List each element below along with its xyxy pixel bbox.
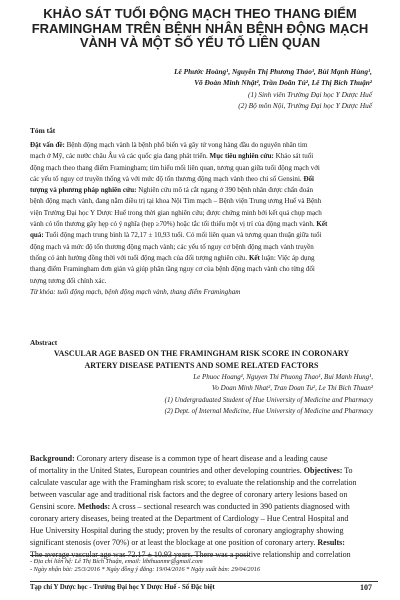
- affiliation-vi-1: (1) Sinh viên Trường Đại học Y Dược Huế: [248, 89, 372, 99]
- vi-abstract-body: [30, 140, 373, 298]
- title-line-2: FRAMINGHAM TRÊN BỆNH NHÂN BỆNH ĐỘNG MẠCH: [31, 20, 369, 36]
- en-abstract-label: Abstract: [30, 338, 58, 347]
- vi-abstract-line: động mạch và mức độ tổn thương động mạch vành; các yếu tố nguy cơ bệnh động mạch vành truyền: [30, 242, 314, 251]
- footnote-divider: [30, 555, 250, 556]
- en-authors: [30, 372, 373, 418]
- vi-abstract-heading: Tóm tắt: [30, 126, 56, 135]
- vi-abstract-line: viện Trường Đại học Y Dược Huế trong thời gian nghiên cứu; được chứng minh bởi kết quả chụp mạch: [30, 208, 322, 217]
- en-abstract-line: The average vascular age was 72.17 ± 10.93 years. There was a positive relationship and correlation: [30, 550, 351, 559]
- vi-abstract-line: quả: Tuổi động mạch trung bình là 72,17 ± 10,93 tuổi. Có mối liên quan và tương quan thuận giữa tuổi: [30, 231, 322, 240]
- en-abstract-line: Hue University Hospital during the study; proven by the results of coronary angiography showing: [30, 526, 344, 535]
- en-affiliation-2: (2) Dept. of Internal Medicine, Hue University of Medicine and Pharmacy: [164, 407, 373, 416]
- footnote: [30, 558, 260, 575]
- footnote-contact: - Địa chỉ liên hệ: Lê Thị Bích Thuận, email: ltbthuanmr@gmail.com: [30, 558, 203, 565]
- en-abstract-line: coronary artery diseases, being treated at the Department of Cardiology – Hue Central Hospital and: [30, 514, 349, 523]
- page-number: 107: [360, 583, 372, 592]
- authors-vi: [174, 66, 372, 112]
- vi-abstract-line: thang điểm Framingham đơn giản và giúp phân tầng nguy cơ của bệnh động mạch vành cho từng đối: [30, 265, 315, 274]
- authors-vi-line-1: Lê Phước Hoàng¹, Nguyễn Thị Phương Thảo¹, Bùi Mạnh Hùng¹,: [174, 67, 372, 76]
- title-line-1: KHẢO SÁT TUỔI ĐỘNG MẠCH THEO THANG ĐIỂM: [43, 6, 357, 21]
- vi-abstract-line: động mạch theo thang điểm Framingham; tìm hiểu mối liên quan, tương quan giữa tuổi động mạch với: [30, 163, 320, 172]
- en-title: [30, 348, 373, 371]
- authors-vi-line-2: Võ Đoàn Minh Nhật², Trần Doãn Tú², Lê Thị Bích Thuận²: [194, 78, 372, 88]
- en-authors-line-1: Le Phuoc Hoang¹, Nguyen Thi Phuong Thao¹, Bui Manh Hung¹,: [193, 373, 373, 381]
- en-abstract-line: Gensini score. Methods: A cross – sectional research was conducted in 390 patients diagnosed with: [30, 502, 350, 511]
- en-title-line-2: ARTERY DISEASE PATIENTS AND SOME RELATED FACTORS: [84, 360, 319, 370]
- en-header: [30, 338, 373, 418]
- en-title-line-1: VASCULAR AGE BASED ON THE FRAMINGHAM RISK SCORE IN CORONARY: [53, 349, 350, 358]
- en-abstract-line: Background: Coronary artery disease is a common type of heart disease and a leading cause: [30, 454, 328, 463]
- vi-abstract-line: vành có tổn thương gây hẹp có ý nghĩa (hẹp ≥70%) hoặc tắc tối thiểu một vị trí của động mạch vành. Kết: [30, 220, 328, 229]
- en-abstract-line: of mortality in the United States, European countries and other developing countries. Objectives: To: [30, 466, 353, 475]
- en-abstract-line: between vascular age and traditional risk factors and the degree of coronary artery lesions based on: [30, 490, 348, 499]
- vi-abstract-line: bệnh động mạch vành, đang nằm điều trị tại khoa Nội Tim mạch – Bệnh viện Trung ương Huế và Bệnh: [30, 197, 322, 206]
- vi-keywords: Từ khóa: tuổi động mạch, bệnh động mạch vành, thang điểm Framingham: [30, 287, 241, 296]
- affiliation-vi-2: (2) Bộ môn Nội, Trường Đại học Y Dược Huế: [238, 101, 372, 111]
- en-abstract-line: significant stenosis (over 70%) or at least the blockage at one position of coronary artery. Results:: [30, 538, 345, 547]
- vi-abstract-line: tượng tương đối chính xác.: [30, 276, 107, 285]
- journal-footer: Tạp chí Y Dược học - Trường Đại học Y Dược Huế - Số Đặc biệt: [30, 584, 215, 591]
- footer-divider: [30, 581, 378, 582]
- title-line-3: VÀNH VÀ MỘT SỐ YẾU TỐ LIÊN QUAN: [79, 35, 321, 50]
- vi-abstract-line: Đặt vấn đề: Bệnh động mạch vành là bệnh phổ biến và gây tử vong hàng đầu do nguyên nhân tim: [30, 141, 308, 149]
- en-abstract-line: calculate vascular age with the Framingham risk score; to evaluate the relationship and the correlation: [30, 478, 357, 487]
- en-abstract-body: [30, 453, 373, 561]
- en-affiliation-1: (1) Undergraduated Student of Hue University of Medicine and Pharmacy: [164, 395, 373, 404]
- vi-abstract-line: thống có ảnh hưởng đồng thời với tuổi động mạch của đối tượng nghiên cứu. Kết luận: Việc áp dụng: [30, 253, 315, 262]
- footnote-dates: - Ngày nhận bài: 25/3/2016 * Ngày đồng ý đăng: 19/04/2016 * Ngày xuất bản: 29/04/2016: [30, 566, 260, 574]
- vi-abstract-line: các yếu tố nguy cơ truyền thống và với mức độ tổn thương động mạch vành theo chỉ số Gensini. Đối: [30, 174, 315, 183]
- article-title: [14, 7, 386, 51]
- vi-abstract-line: mạch ở Mỹ, các nước châu Âu và các quốc gia đang phát triển. Mục tiêu nghiên cứu: Khảo sát tuổi: [30, 152, 314, 161]
- vi-abstract-line: tượng và phương pháp nghiên cứu: Nghiên cứu mô tả cắt ngang ở 390 bệnh nhân được chẩn đoán: [30, 186, 314, 195]
- en-authors-line-2: Vo Doan Minh Nhat², Tran Doan Tu², Le Thi Bich Thuan²: [211, 384, 373, 393]
